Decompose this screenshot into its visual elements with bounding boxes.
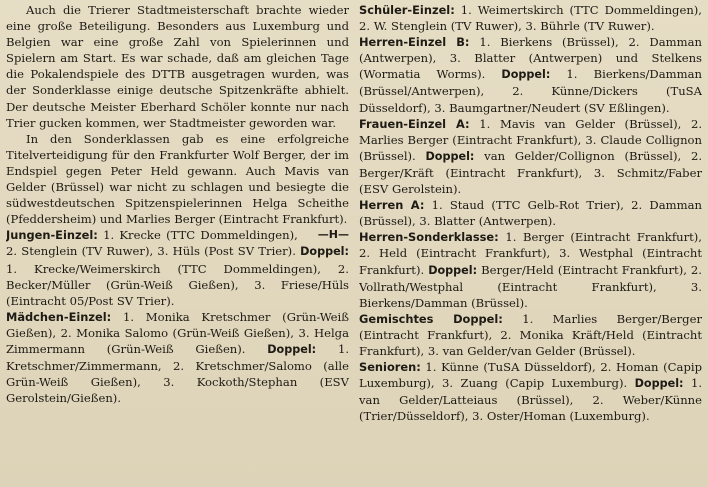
label-gemischtes-doppel: Gemischtes Doppel: (359, 311, 503, 326)
label-schueler-einzel: Schüler-Einzel: (359, 3, 455, 17)
text-senioren-doppel: 1. van Gelder/Latteiaus (Brüssel), 2. Weber/Künne (Trier/Düsseldorf), 3. Oster/Homan (Luxemburg). (359, 376, 702, 424)
text-herren-b-doppel: 1. Bierkens/Damman (Brüssel/Antwerpen), 2. Künne/Dickers (TuSA Düsseldorf), 3. Baumgartner/Neudert (SV Eßlingen). (359, 67, 702, 115)
result-herren-b (359, 34, 702, 115)
label-frauen-einzel-a: Frauen-Einzel A: (359, 116, 470, 131)
text-herren-einzel-b: 1. Bierkens (Brüssel), 2. Damman (Antwerpen), 3. Blatter (Antwerpen) und Stelkens (Wormatia Worms). (359, 35, 702, 82)
label-herren-sonderklasse-doppel: Doppel: (428, 263, 478, 277)
label-herren-sonderklasse: Herren-Sonderklasse: (359, 230, 499, 245)
text-jungen-doppel: 1. Krecke/Weimerskirch (TTC Dommeldingen), 2. Becker/Müller (Grün-Weiß Gießen), 3. Friese/Hüls (Eintracht 05/Post SV Trier). (6, 261, 349, 308)
text-frauen-einzel-a: 1. Mavis van Gelder (Brüssel), 2. Marlies Berger (Eintracht Frankfurt), 3. Claude Collignon (Brüssel). (359, 116, 702, 163)
label-frauen-a-doppel: Doppel: (425, 149, 475, 163)
text-schueler-einzel: 1. Weimertskirch (TTC Dommeldingen), 2. W. Stenglein (TV Ruwer), 3. Bührle (TV Ruwer). (359, 3, 702, 34)
second-paragraph-text: In den Sonderklassen gab es eine erfolgreiche Titelverteidigung für den Frankfurter Wolf Berger, der im Endspiel gegen Peter Held gewann. Auch Mavis van Gelder (Brüssel) war nicht zu schlagen und besiegte die südwestdeutschen Spitzenspielerinnen Helga Scheithe (Pfeddersheim) und Marlies Berger (Eintracht Frankfurt). (6, 131, 349, 227)
text-herren-a: 1. Staud (TTC Gelb-Rot Trier), 2. Damman (Brüssel), 3. Blatter (Antwerpen). (359, 198, 702, 229)
label-jungen-einzel: Jungen-Einzel: (6, 228, 98, 243)
text-herren-sonderklasse: 1. Berger (Eintracht Frankfurt), 2. Held (Eintracht Frankfurt), 3. Westphal (Eintracht Frankfurt). (359, 230, 702, 277)
result-gemischtes-doppel (359, 311, 702, 359)
text-senioren: 1. Künne (TuSA Düsseldorf), 2. Homan (Capip Luxemburg), 3. Zuang (Capip Luxemburg). (359, 360, 702, 391)
right-column (359, 2, 702, 487)
text-maedchen-einzel: 1. Monika Kretschmer (Grün-Weiß Gießen), 2. Monika Salomo (Grün-Weiß Gießen), 3. Helga Zimmermann (Grün-Weiß Gießen). (6, 309, 349, 356)
result-maedchen (6, 309, 349, 407)
text-herren-sonderklasse-doppel: Berger/Held (Eintracht Frankfurt), 2. Vollrath/Westphal (Eintracht Frankfurt), 3. Bierkens/Damman (Brüssel). (359, 262, 702, 310)
label-maedchen-doppel: Doppel: (267, 342, 317, 356)
left-column (6, 2, 349, 487)
label-senioren-doppel: Doppel: (634, 377, 684, 391)
result-schueler (359, 2, 702, 34)
label-jungen-doppel: Doppel: (300, 245, 349, 259)
text-jungen-einzel: 1. Krecke (TTC Dommeldingen), 2. Stenglein (TV Ruwer), 3. Hüls (Post SV Trier). (6, 228, 298, 259)
author-signature: —H— (317, 228, 349, 242)
result-jungen (6, 227, 349, 308)
intro-paragraph: Auch die Trierer Stadtmeisterschaft brachte wieder eine große Beteiligung. Besonders aus Luxemburg und Belgien war eine große Zahl von Spielerinnen und Spielern am Start. Es war schade, daß am gleichen Tage die Pokalendspiele des DTTB ausgetragen wurden, was der Sonderklasse einige deutsche Spitzenkräfte abhielt. Der deutsche Meister Eberhard Schöler konnte nur nach Trier gucken kommen, wer Stadtmeister geworden war. (6, 3, 349, 130)
text-maedchen-doppel: 1. Kretschmer/Zimmermann, 2. Kretschmer/Salomo (alle Grün-Weiß Gießen), 3. Kockoth/Stephan (ESV Gerolstein/Gießen). (6, 341, 349, 406)
result-senioren (359, 359, 702, 424)
text-gemischtes-doppel: 1. Marlies Berger/Berger (Eintracht Frankfurt), 2. Monika Kräft/Held (Eintracht Frankfurt), 3. van Gelder/van Gelder (Brüssel). (359, 311, 702, 358)
result-frauen-a (359, 116, 702, 197)
label-herren-a: Herren A: (359, 198, 425, 213)
text-frauen-a-doppel: van Gelder/Collignon (Brüssel), 2. Berger/Kräft (Eintracht Frankfurt), 3. Schmitz/Faber (ESV Gerolstein). (359, 148, 702, 197)
result-herren-sonderklasse (359, 229, 702, 310)
label-senioren: Senioren: (359, 360, 421, 375)
label-herren-einzel-b: Herren-Einzel B: (359, 35, 470, 50)
label-maedchen-einzel: Mädchen-Einzel: (6, 309, 112, 324)
result-herren-a (359, 197, 702, 229)
label-herren-b-doppel: Doppel: (501, 68, 551, 82)
